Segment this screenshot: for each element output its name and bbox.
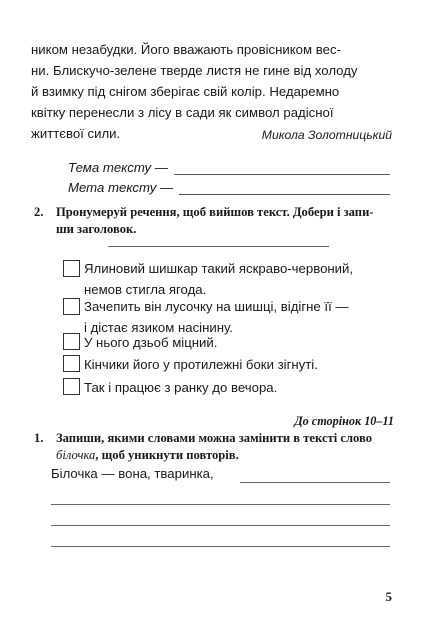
title-answer-line[interactable] [108,246,329,247]
task-number: 1. [34,431,44,445]
intro-line: й взимку під снігом зберігає свій колір. Недаремно [31,84,340,99]
sentence-text: немов стигла ягода. [84,282,207,297]
highlighted-word: білочка [56,448,96,462]
page-number: 5 [385,589,392,604]
goal-field[interactable] [68,180,390,195]
task-1-instruction [34,430,396,464]
sentence-item [84,377,277,398]
sentence-number-box[interactable] [63,260,80,277]
topic-label: Тема тексту — [68,160,168,175]
answer-line[interactable] [51,546,390,547]
task-number: 2. [34,205,44,219]
intro-line: життєвої сили. [31,126,121,141]
sentence-text: і дістає язиком насінину. [84,320,233,335]
topic-field[interactable] [68,160,390,175]
task-text: Пронумеруй речення, щоб вийшов текст. Добери і запи- [56,205,374,219]
sentence-text: Ялиновий шишкар такий яскраво-червоний, [84,261,354,276]
task-2-instruction [34,204,396,238]
sentence-text: Зачепить він лусочку на шишці, відігне її — [84,299,349,314]
sentence-item [84,332,217,353]
task-text: Запиши, якими словами можна замінити в тексті слово [56,431,373,445]
task-text: , щоб уникнути повторів. [95,448,239,462]
answer-start-text: Білочка — вона, тваринка, [51,466,214,481]
sentence-item [84,354,318,375]
sentence-number-box[interactable] [63,333,80,350]
task-text: ши заголовок. [56,222,137,236]
goal-answer-line[interactable] [179,182,390,195]
answer-line[interactable] [51,525,390,526]
intro-line: ни. Блискучо-зелене тверде листя не гине від холоду [31,63,358,78]
sentence-text: Так і працює з ранку до вечора. [84,380,278,395]
sentence-number-box[interactable] [63,378,80,395]
sentence-number-box[interactable] [63,355,80,372]
intro-line: ником незабудки. Його вважають провісником вес- [31,42,341,57]
answer-line[interactable] [51,504,390,505]
goal-label: Мета тексту — [68,180,174,195]
topic-answer-line[interactable] [174,162,390,175]
sentence-text: Кінчики його у протилежні боки зігнуті. [84,357,318,372]
sentence-text: У нього дзьоб міцний. [84,335,218,350]
author-name: Микола Золотницький [261,128,392,142]
answer-line[interactable] [240,482,390,483]
intro-line: квітку перенесли з лісу в сади як символ радісної [31,105,334,120]
sentence-number-box[interactable] [63,298,80,315]
page-reference: До сторінок 10–11 [294,414,394,428]
sentence-item [84,258,353,300]
